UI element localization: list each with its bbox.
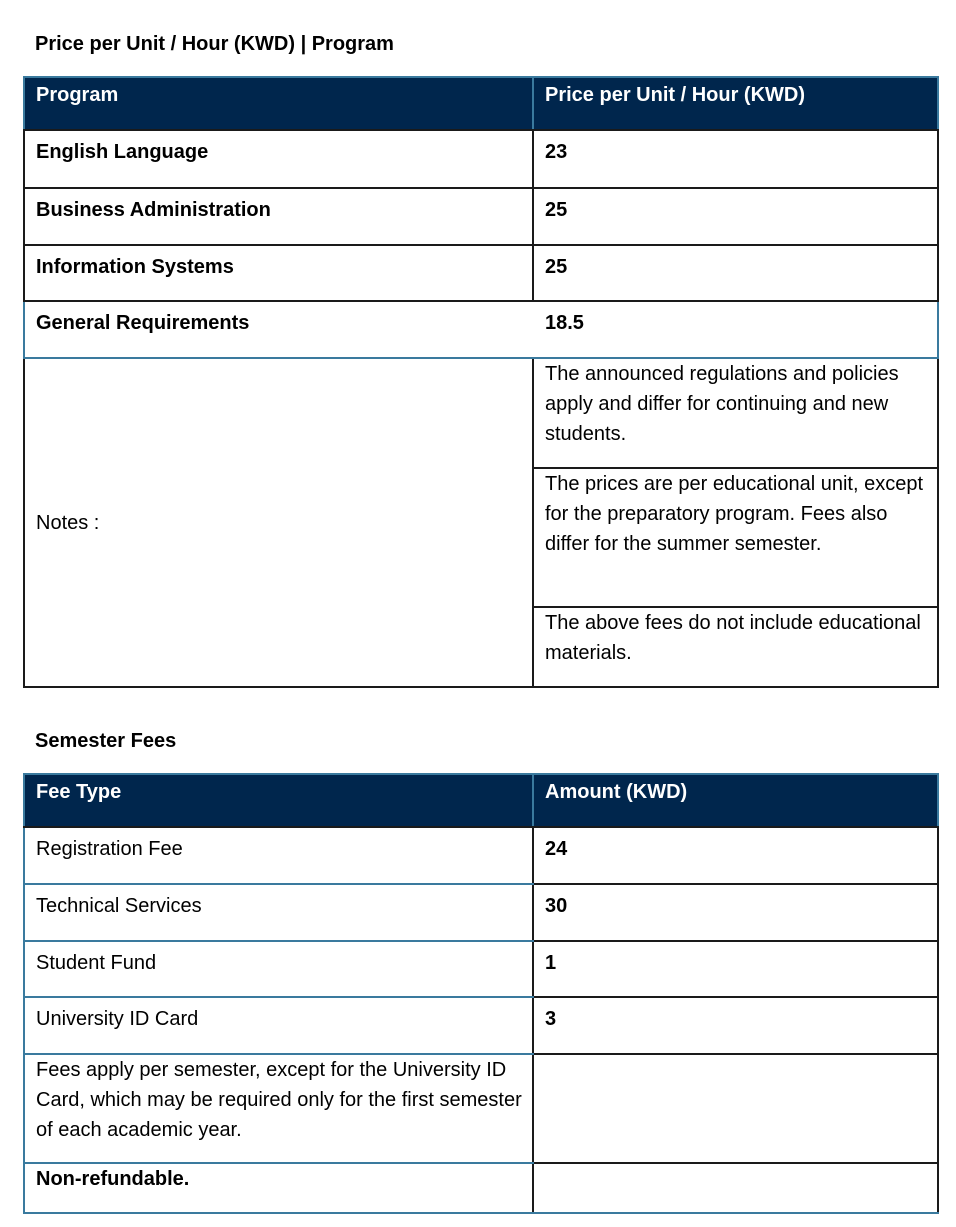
amount-cell: 30 [533,884,938,941]
table-row [24,301,938,358]
amount-cell: 24 [533,827,938,884]
table-row [24,1163,938,1213]
empty-cell [533,1054,938,1163]
table-row [24,245,938,301]
note-cell: The above fees do not include educational materials. [533,607,938,687]
fee-type-cell: University ID Card [24,997,533,1054]
column-header-fee-type: Fee Type [24,774,533,827]
program-name-cell: English Language [24,130,533,188]
column-header-price: Price per Unit / Hour (KWD) [533,77,938,130]
table-header-row [24,774,938,827]
non-refundable-cell: Non-refundable. [24,1163,533,1213]
fee-type-cell: Registration Fee [24,827,533,884]
table-row [24,827,938,884]
table-row [24,130,938,188]
semester-fees-table [23,773,939,1214]
column-header-amount: Amount (KWD) [533,774,938,827]
price-cell: 18.5 [533,301,938,358]
program-price-table [23,76,939,688]
section-title-price-per-unit: Price per Unit / Hour (KWD) | Program [35,33,394,55]
notes-label: Notes : [24,358,533,687]
table-row [24,997,938,1054]
table-row [24,941,938,997]
note-cell: The prices are per educational unit, except for the preparatory program. Fees also differ for the summer semester. [533,468,938,607]
notes-row [24,358,938,468]
empty-cell [533,1163,938,1213]
table-row [24,188,938,245]
fee-type-cell: Technical Services [24,884,533,941]
amount-cell: 1 [533,941,938,997]
table-header-row [24,77,938,130]
price-cell: 25 [533,188,938,245]
fee-footnote-cell: Fees apply per semester, except for the University ID Card, which may be required only for the first semester of each academic year. [24,1054,533,1163]
section-title-semester-fees: Semester Fees [35,730,177,752]
note-cell: The announced regulations and policies apply and differ for continuing and new students. [533,358,938,468]
column-header-program: Program [24,77,533,130]
table-row [24,1054,938,1163]
program-name-cell: General Requirements [24,301,533,358]
amount-cell: 3 [533,997,938,1054]
program-name-cell: Information Systems [24,245,533,301]
fee-type-cell: Student Fund [24,941,533,997]
table-row [24,884,938,941]
price-cell: 25 [533,245,938,301]
price-cell: 23 [533,130,938,188]
program-name-cell: Business Administration [24,188,533,245]
